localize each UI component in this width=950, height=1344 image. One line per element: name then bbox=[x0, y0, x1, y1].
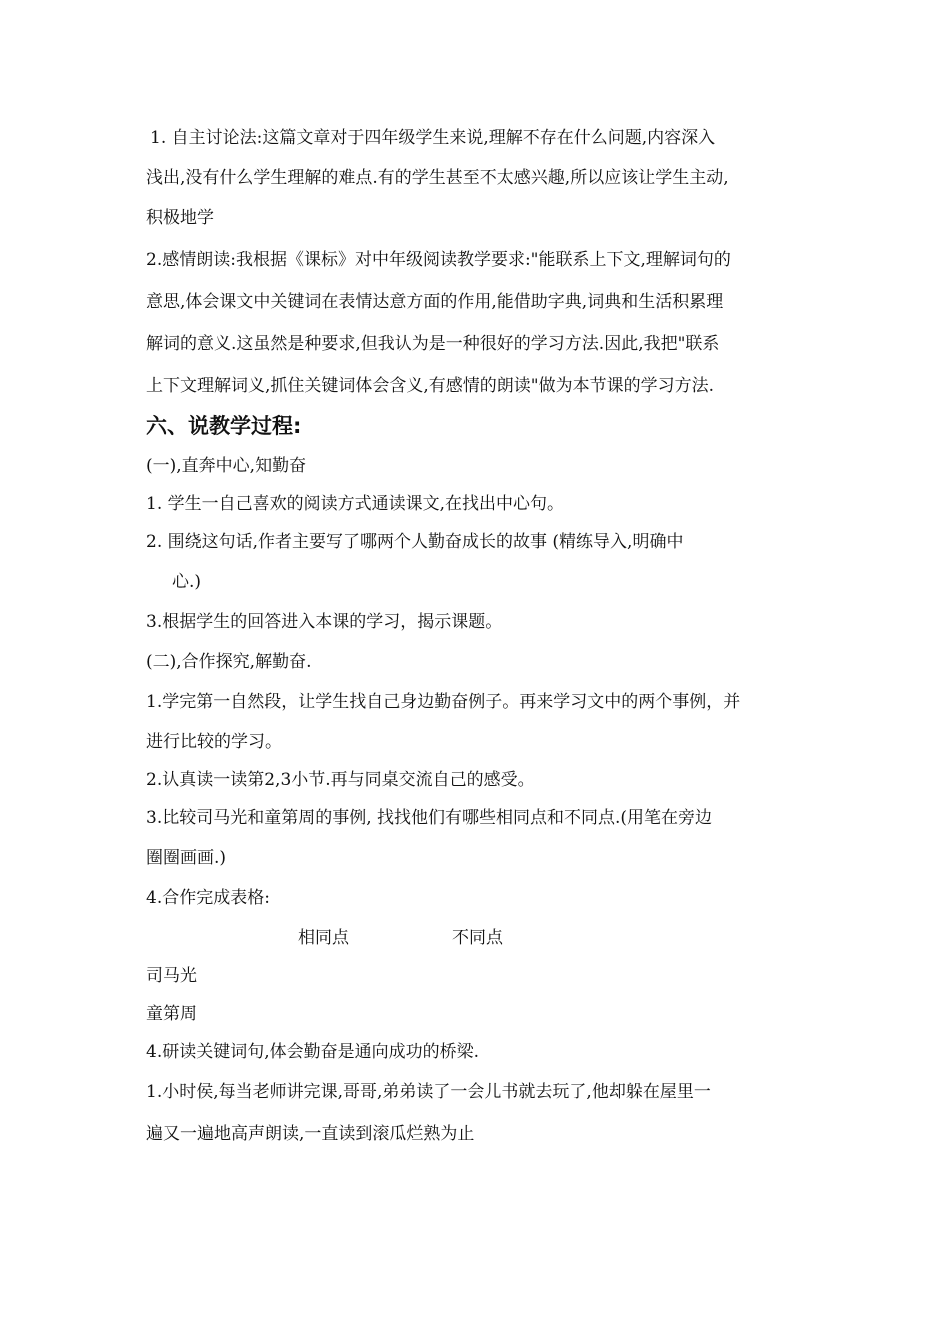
list-item-continuation: 遍又一遍地高声朗读,一直读到滚瓜烂熟为止 bbox=[146, 1124, 475, 1144]
table-row-label: 司马光 bbox=[146, 966, 197, 986]
table-row-label: 童第周 bbox=[146, 1004, 197, 1024]
paragraph-line: 上下文理解词义,抓住关键词体会含义,有感情的朗读"做为本节课的学习方法. bbox=[146, 376, 715, 396]
table-header-same: 相同点 bbox=[298, 928, 349, 948]
list-item: 1. 学生一自己喜欢的阅读方式通读课文,在找出中心句。 bbox=[146, 494, 565, 514]
list-item: 3.根据学生的回答进入本课的学习，揭示课题。 bbox=[146, 612, 503, 632]
list-item: 2. 围绕这句话,作者主要写了哪两个人勤奋成长的故事 (精练导入,明确中 bbox=[146, 532, 684, 552]
paragraph-line: 2.感情朗读:我根据《课标》对中年级阅读教学要求:"能联系上下文,理解词句的 bbox=[146, 250, 731, 270]
part-title: (二),合作探究,解勤奋. bbox=[146, 652, 312, 672]
list-item: 3.比较司马光和童第周的事例, 找找他们有哪些相同点和不同点.(用笔在旁边 bbox=[146, 808, 713, 828]
list-item: 4.合作完成表格: bbox=[146, 888, 270, 908]
paragraph-line: 积极地学 bbox=[146, 208, 214, 228]
list-item-continuation: 心.) bbox=[172, 572, 202, 592]
paragraph-line: 解词的意义.这虽然是种要求,但我认为是一种很好的学习方法.因此,我把"联系 bbox=[146, 334, 720, 354]
table-header-different: 不同点 bbox=[452, 928, 503, 948]
list-item: 4.研读关键词句,体会勤奋是通向成功的桥梁. bbox=[146, 1042, 480, 1062]
paragraph-line: 浅出,没有什么学生理解的难点.有的学生甚至不太感兴趣,所以应该让学生主动, bbox=[146, 168, 729, 188]
list-item: 1.小时侯,每当老师讲完课,哥哥,弟弟读了一会儿书就去玩了,他却躲在屋里一 bbox=[146, 1082, 711, 1102]
list-item: 2.认真读一读第2,3小节.再与同桌交流自己的感受。 bbox=[146, 770, 535, 790]
paragraph-line: 1. 自主讨论法:这篇文章对于四年级学生来说,理解不存在什么问题,内容深入 bbox=[150, 128, 716, 148]
list-item: 1.学完第一自然段，让学生找自己身边勤奋例子。再来学习文中的两个事例，并 bbox=[146, 692, 741, 712]
part-title: (一),直奔中心,知勤奋 bbox=[146, 456, 307, 476]
list-item-continuation: 进行比较的学习。 bbox=[146, 732, 282, 752]
paragraph-line: 意思,体会课文中关键词在表情达意方面的作用,能借助字典,词典和生活积累理 bbox=[146, 292, 724, 312]
list-item-continuation: 圈圈画画.) bbox=[146, 848, 227, 868]
section-heading: 六、说教学过程: bbox=[146, 414, 302, 438]
